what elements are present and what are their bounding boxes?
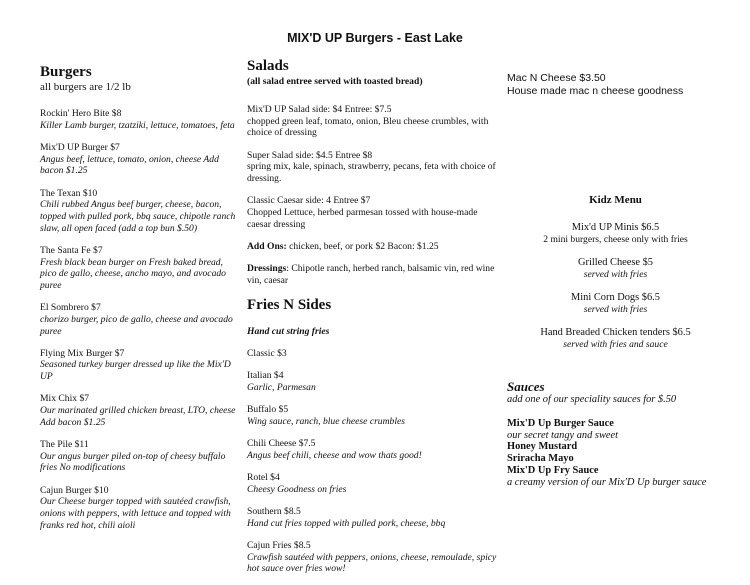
salads-subtitle: (all salad entree served with toasted bread)	[247, 76, 423, 87]
menu-item	[40, 393, 236, 428]
item-name: El Sombrero $7	[40, 302, 101, 314]
kid-name: Grilled Cheese $5	[577, 257, 654, 268]
salads-section	[247, 58, 497, 585]
menu-item	[247, 104, 497, 139]
item-name: Cajun Burger $10	[40, 484, 109, 496]
sauce-item: Honey Mustard	[507, 441, 578, 453]
menu-item	[247, 150, 497, 185]
menu-item	[40, 302, 236, 337]
menu-item	[247, 404, 497, 427]
item-name: Classic Caesar side: 4 Entree $7	[247, 195, 371, 207]
item-desc: spring mix, kale, spinach, strawberry, pecans, feta with choice of dressing.	[247, 161, 496, 185]
sauce-item: Mix'D Up Burger Sauce	[507, 417, 614, 429]
sauces-section	[507, 379, 722, 489]
right-column	[507, 72, 722, 489]
item-desc: Seasoned turkey burger dressed up like the Mix'D UP	[40, 359, 231, 383]
menu-item	[247, 195, 497, 230]
kid-item	[509, 222, 722, 246]
item-name: The Pile $11	[40, 438, 89, 450]
item-desc: Hand cut fries topped with pulled pork, cheese, bbq	[247, 517, 446, 529]
item-name: Rockin' Hero Bite $8	[40, 108, 122, 119]
menu-title: MIX'D UP Burgers - East Lake	[287, 31, 463, 45]
item-desc: chopped green leaf, tomato, onion, Bleu cheese crumbles, with choice of dressing	[247, 115, 489, 139]
item-desc: Angus beef, lettuce, tomato, onion, cheese Add bacon $1.25	[40, 153, 219, 177]
item-desc: Angus beef chili, cheese and wow thats good!	[247, 449, 422, 461]
mac-n-cheese	[507, 72, 722, 97]
salad-addons	[247, 241, 497, 253]
sauce-item: Mix'D Up Fry Sauce	[507, 464, 599, 476]
kid-item	[509, 327, 722, 351]
item-name: Mix'D UP Burger $7	[40, 141, 120, 153]
menu-item	[40, 439, 236, 474]
sauces-subtitle: add one of our speciality sauces for $.50	[507, 394, 677, 405]
item-name: Rotel $4	[247, 472, 280, 484]
item-name: Flying Mix Burger $7	[40, 347, 125, 359]
kid-name: Mix'd UP Minis $6.5	[571, 222, 660, 233]
kid-item	[509, 257, 722, 281]
kid-desc: served with fries	[583, 304, 648, 315]
kid-item	[509, 292, 722, 316]
menu-item	[40, 188, 236, 235]
item-name: Classic $3	[247, 348, 287, 360]
menu-item	[40, 245, 236, 292]
item-name: Italian $4	[247, 370, 284, 382]
item-desc: Our angus burger piled on-top of cheesy buffalo fries No modifications	[40, 450, 226, 474]
kid-desc: 2 mini burgers, cheese only with fries	[543, 234, 688, 245]
sauces-heading: Sauces	[507, 379, 545, 394]
item-name: Cajun Fries $8.5	[247, 539, 311, 551]
item-desc: Our marinated grilled chicken breast, LTO, cheese Add bacon $1.25	[40, 405, 236, 428]
mac-desc: House made mac n cheese goodness	[507, 84, 684, 97]
kid-name: Mini Corn Dogs $6.5	[571, 292, 660, 303]
sauce-desc: our secret tangy and sweet	[507, 429, 619, 441]
fries-heading: Fries N Sides	[247, 296, 332, 313]
kidz-section	[507, 194, 722, 351]
item-desc: Killer Lamb burger, tzatziki, lettuce, tomatoes, feta	[40, 119, 235, 131]
item-desc: Our Cheese burger topped with sautéed crawfish, onions with peppers, with lettuce and topped with franks red hot, chili aioli	[40, 496, 231, 531]
dressings-text: : Chipotle ranch, herbed ranch, balsamic vin, red wine vin, caesar	[247, 263, 495, 286]
item-desc: Chili rubbed Angus beef burger, cheese, bacon, topped with pulled pork, bbq sauce, chipotle ranch slaw, all open faced (add a top bun $.50)	[40, 199, 236, 234]
item-name: Southern $8.5	[247, 505, 301, 517]
item-name: The Santa Fe $7	[40, 244, 103, 256]
item-desc: Crawfish sautéed with peppers, onions, cheese, remoulade, spicy hot sauce over fries wow!	[247, 551, 497, 575]
menu-item	[247, 472, 497, 495]
sauce-item: Sriracha Mayo	[507, 453, 574, 465]
kid-desc: served with fries	[583, 269, 648, 280]
burgers-subtitle: all burgers are 1/2 lb	[40, 81, 131, 93]
menu-item	[40, 108, 236, 131]
fries-subtitle: Hand cut string fries	[247, 325, 330, 337]
kid-name: Hand Breaded Chicken tenders $6.5	[540, 327, 691, 338]
salads-heading: Salads	[247, 58, 289, 74]
mac-name: Mac N Cheese $3.50	[507, 72, 606, 84]
menu-item	[247, 506, 497, 529]
burgers-heading: Burgers	[40, 64, 92, 80]
item-name: Buffalo $5	[247, 404, 289, 416]
menu-item	[40, 142, 236, 177]
item-desc: Fresh black bean burger on Fresh baked bread, pico de gallo, cheese, ancho mayo, and avocado puree	[40, 256, 226, 291]
item-desc: Wing sauce, ranch, blue cheese crumbles	[247, 415, 405, 427]
kid-desc: served with fries and sauce	[563, 339, 668, 350]
burgers-section	[40, 64, 236, 542]
sauce-desc: a creamy version of our Mix'D Up burger sauce	[507, 476, 707, 488]
menu-item	[40, 348, 236, 383]
menu-item	[247, 370, 497, 393]
sauce-list	[507, 418, 722, 489]
fries-section	[247, 297, 497, 575]
item-name: Mix Chix $7	[40, 393, 90, 405]
menu-item	[247, 438, 497, 461]
item-name: Chili Cheese $7.5	[247, 438, 316, 450]
menu-item	[247, 540, 497, 575]
item-name: The Texan $10	[40, 187, 98, 199]
addons-text: chicken, beef, or pork $2 Bacon: $1.25	[286, 240, 439, 252]
item-desc: Chopped Lettuce, herbed parmesan tossed with house-made caesar dressing	[247, 206, 478, 230]
item-name: Super Salad side: $4.5 Entree $8	[247, 149, 373, 161]
item-desc: Garlic, Parmesan	[247, 382, 316, 394]
addons-label: Add Ons:	[247, 240, 287, 252]
menu-item	[247, 348, 497, 360]
dressings-label: Dressings	[247, 263, 287, 275]
salad-dressings	[247, 263, 497, 286]
kidz-heading: Kidz Menu	[589, 194, 642, 206]
item-desc: chorizo burger, pico de gallo, cheese and avocado puree	[40, 313, 233, 337]
item-name: Mix'D UP Salad side: $4 Entree: $7.5	[247, 104, 392, 115]
menu-item	[40, 485, 236, 532]
item-desc: Cheesy Goodness on fries	[247, 483, 347, 495]
